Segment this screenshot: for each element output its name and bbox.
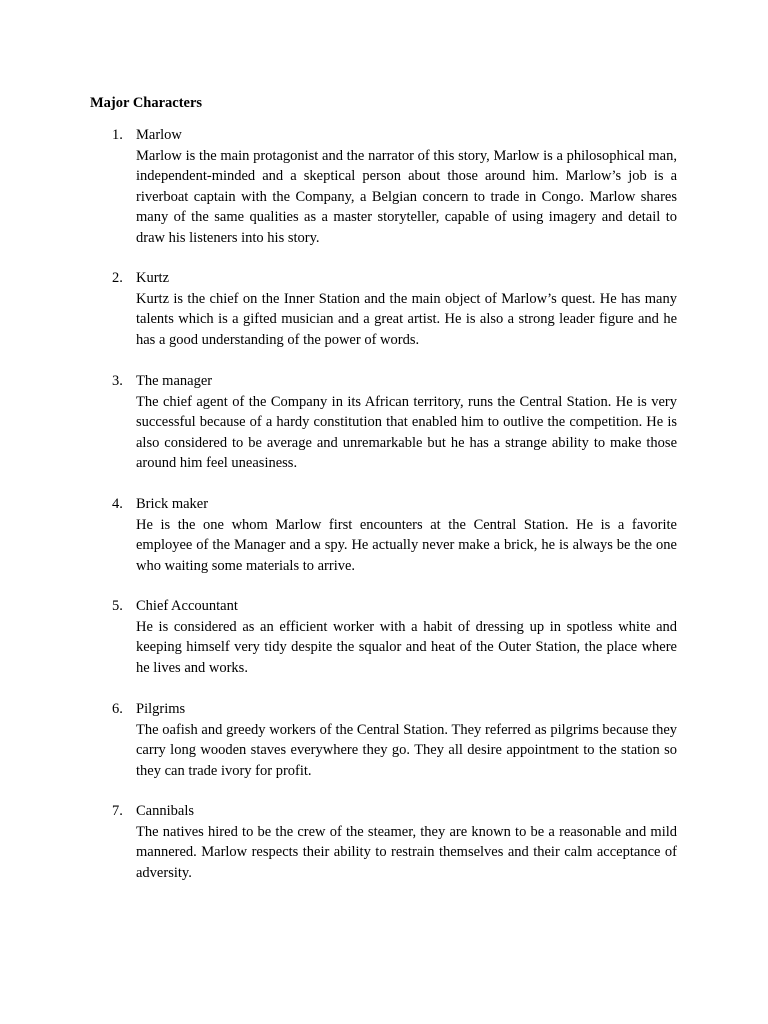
character-name: Marlow bbox=[136, 127, 182, 143]
list-number: 1. bbox=[112, 127, 123, 143]
list-number: 4. bbox=[112, 496, 123, 512]
page-title: Major Characters bbox=[90, 95, 203, 111]
character-name: Kurtz bbox=[136, 270, 170, 286]
character-name: Chief Accountant bbox=[136, 598, 238, 614]
character-name: Brick maker bbox=[136, 496, 209, 512]
character-description: He is the one whom Marlow first encounters at the Central Station. He is a favorite employee of the Manager and a spy. He actually never make a brick, he is always be the one who waiting some materials to arrive. bbox=[136, 516, 677, 574]
character-description: He is considered as an efficient worker with a habit of dressing up in spotless white and keeping himself very tidy despite the squalor and heat of the Outer Station, the place where he lives and works. bbox=[136, 618, 677, 676]
character-description: The chief agent of the Company in its African territory, runs the Central Station. He is very successful because of a hardy constitution that enabled him to outlive the competition. He is also considered to be average and unremarkable but he has a strange ability to make those around him feel uneasiness. bbox=[136, 393, 677, 472]
list-number: 7. bbox=[112, 803, 123, 819]
character-name: The manager bbox=[136, 373, 213, 389]
list-number: 6. bbox=[112, 701, 123, 717]
character-description: Marlow is the main protagonist and the narrator of this story, Marlow is a philosophical man, independent-minded and a skeptical person about those around him. Marlow’s job is a riverboat captain with the Company, a Belgian concern to trade in Congo. Marlow shares many of the same qualities as a master storyteller, capable of using imagery and detail to draw his listeners into his story. bbox=[136, 147, 677, 246]
character-description: Kurtz is the chief on the Inner Station and the main object of Marlow’s quest. He has many talents which is a gifted musician and a great artist. He is also a strong leader figure and he has a good understanding of the power of words. bbox=[136, 290, 677, 348]
list-number: 3. bbox=[112, 373, 123, 389]
character-description: The oafish and greedy workers of the Central Station. They referred as pilgrims because they carry long wooden staves everywhere they go. They all desire appointment to the station so they can trade ivory for profit. bbox=[136, 721, 677, 779]
character-description: The natives hired to be the crew of the steamer, they are known to be a reasonable and mild mannered. Marlow respects their ability to restrain themselves and their calm acceptance of adversity. bbox=[136, 823, 677, 881]
list-number: 5. bbox=[112, 598, 123, 614]
character-name: Pilgrims bbox=[136, 701, 186, 717]
character-name: Cannibals bbox=[136, 803, 194, 819]
list-number: 2. bbox=[112, 270, 123, 286]
